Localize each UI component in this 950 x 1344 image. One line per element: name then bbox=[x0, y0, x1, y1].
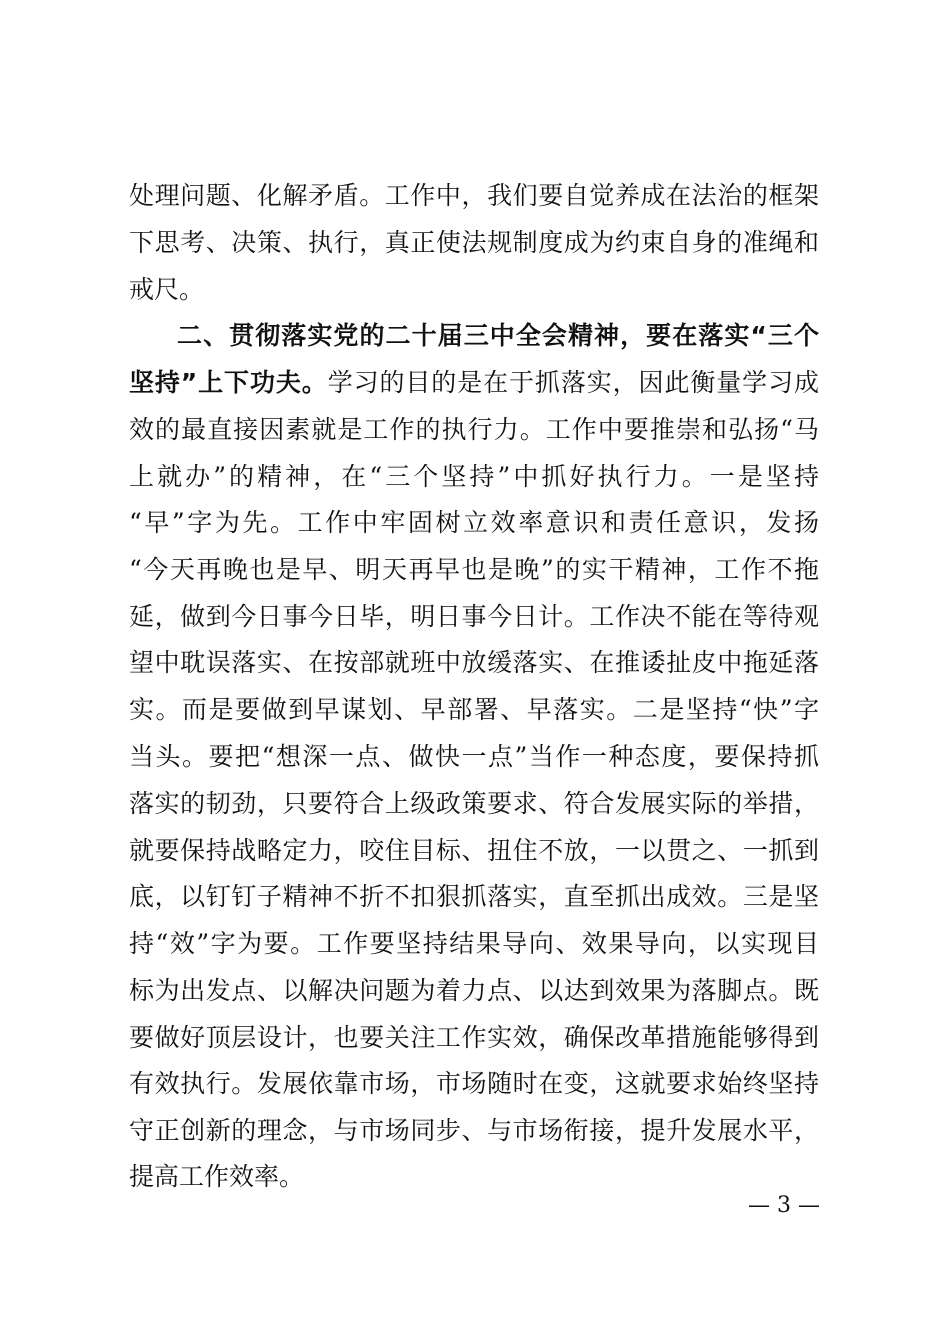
section-heading-end: 坚持”上下功夫。 bbox=[129, 368, 328, 397]
paragraph-line: 有效执行。发展依靠市场，市场随时在变，这就要求始终坚持 bbox=[129, 1069, 819, 1098]
paragraph-text: 学习的目的是在于抓落实，因此衡量学习成 bbox=[327, 368, 819, 397]
paragraph-line: 底，以钉钉子精神不折不扣狠抓落实，直至抓出成效。三是坚 bbox=[129, 882, 819, 911]
section-heading: 二、贯彻落实党的二十届三中全会精神，要在落实“三个 bbox=[177, 321, 819, 350]
paragraph-line: 处理问题、化解矛盾。工作中，我们要自觉养成在法治的框架 bbox=[129, 181, 819, 210]
paragraph-line: 望中耽误落实、在按部就班中放缓落实、在推诿扯皮中拖延落 bbox=[129, 648, 819, 677]
paragraph-line: 当头。要把“想深一点、做快一点”当作一种态度，要保持抓 bbox=[129, 742, 819, 771]
paragraph-line: 上就办”的精神，在“三个坚持”中抓好执行力。一是坚持 bbox=[129, 462, 819, 491]
paragraph-line: “今天再晚也是早、明天再早也是晚”的实干精神，工作不拖 bbox=[129, 555, 819, 584]
paragraph-line: 下思考、决策、执行，真正使法规制度成为约束自身的准绳和 bbox=[129, 228, 819, 257]
page-number: — 3 — bbox=[748, 1193, 820, 1218]
paragraph-line: “早”字为先。工作中牢固树立效率意识和责任意识，发扬 bbox=[129, 508, 819, 537]
paragraph-line: 持“效”字为要。工作要坚持结果导向、效果导向，以实现目 bbox=[129, 929, 819, 958]
paragraph-line: 效的最直接因素就是工作的执行力。工作中要推崇和弘扬“马 bbox=[129, 415, 819, 444]
paragraph-line: 实。而是要做到早谋划、早部署、早落实。二是坚持“快”字 bbox=[129, 695, 819, 724]
paragraph-line: 要做好顶层设计，也要关注工作实效，确保改革措施能够得到 bbox=[129, 1023, 819, 1052]
paragraph-line: 就要保持战略定力，咬住目标、扭住不放，一以贯之、一抓到 bbox=[129, 836, 819, 865]
paragraph-line: 落实的韧劲，只要符合上级政策要求、符合发展实际的举措， bbox=[129, 789, 819, 818]
paragraph-line: 延，做到今日事今日毕，明日事今日计。工作决不能在等待观 bbox=[129, 602, 819, 631]
paragraph-line: 提高工作效率。 bbox=[129, 1162, 305, 1191]
paragraph-line: 戒尺。 bbox=[129, 275, 205, 304]
paragraph-line: 标为出发点、以解决问题为着力点、以达到效果为落脚点。既 bbox=[129, 976, 819, 1005]
paragraph-line bbox=[129, 367, 819, 399]
paragraph-line: 守正创新的理念，与市场同步、与市场衔接，提升发展水平， bbox=[129, 1116, 819, 1145]
